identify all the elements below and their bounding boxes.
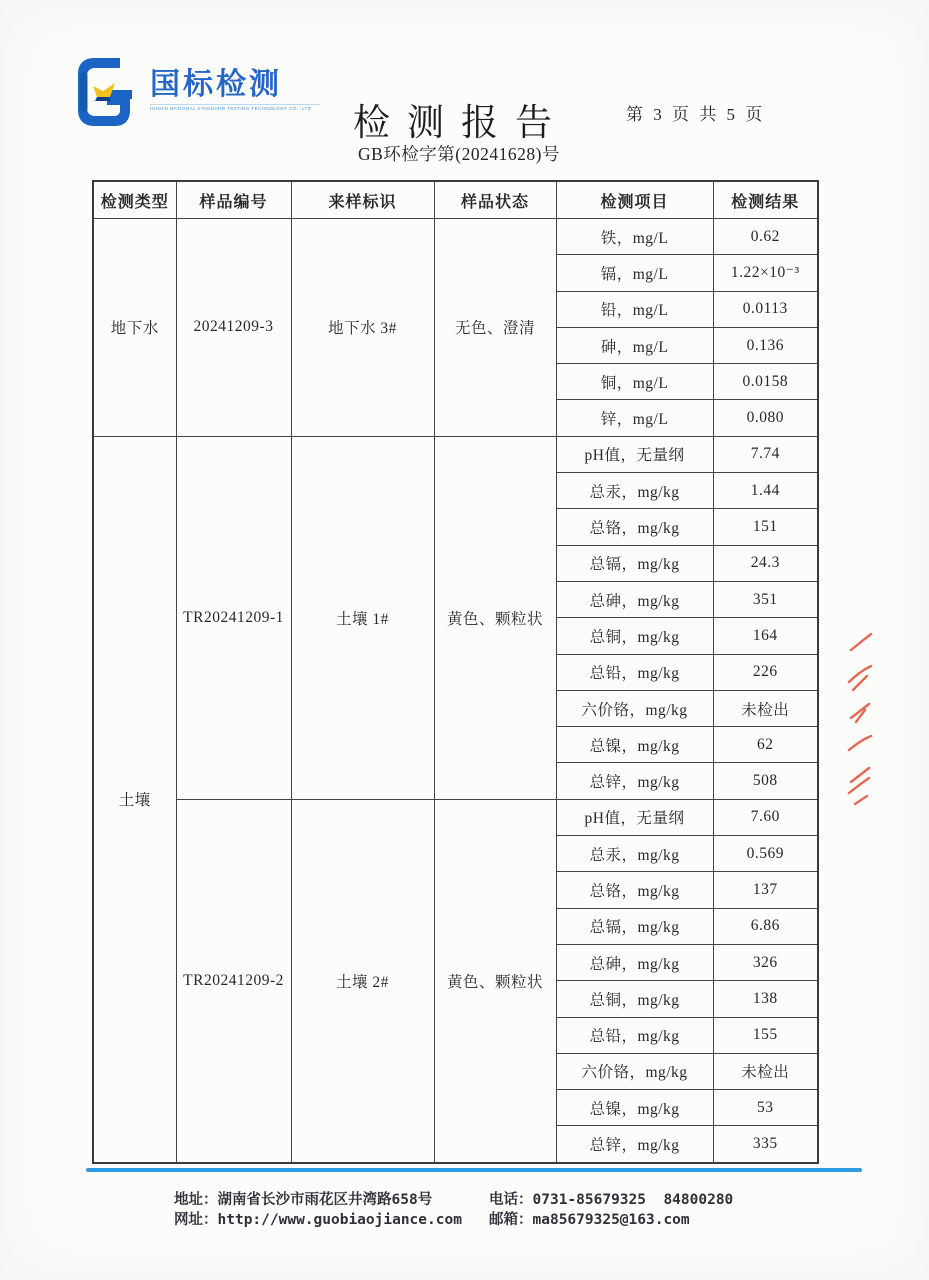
cell-test-result: 164 bbox=[713, 618, 818, 654]
cell-test-result: 226 bbox=[713, 654, 818, 690]
cell-test-result: 0.0158 bbox=[713, 364, 818, 400]
cell-test-result: 508 bbox=[713, 763, 818, 799]
cell-test-result: 0.136 bbox=[713, 327, 818, 363]
cell-test-item: 总铬，mg/kg bbox=[556, 509, 713, 545]
logo-text bbox=[150, 68, 320, 111]
cell-test-item: 锌，mg/L bbox=[556, 400, 713, 436]
table-body bbox=[93, 219, 818, 1163]
col-header-test-item: 检测项目 bbox=[556, 181, 713, 219]
cell-test-result: 138 bbox=[713, 981, 818, 1017]
cell-sample-number: 20241209-3 bbox=[176, 219, 291, 437]
logo-company-subtext: HUNAN NATIONAL STANDARD TESTING TECHNOLOGY CO., LTD bbox=[150, 104, 320, 111]
footer-divider bbox=[86, 1168, 862, 1172]
col-header-test-result: 检测结果 bbox=[713, 181, 818, 219]
table-row bbox=[93, 219, 818, 255]
col-header-sample-status: 样品状态 bbox=[434, 181, 556, 219]
cell-test-item: pH值，无量纲 bbox=[556, 799, 713, 835]
cell-test-item: 总砷，mg/kg bbox=[556, 581, 713, 617]
red-seal-fragment bbox=[841, 630, 877, 810]
cell-sample-id: 土壤 2# bbox=[291, 799, 434, 1162]
page-title: 检测报告 bbox=[353, 103, 569, 144]
cell-test-result: 1.44 bbox=[713, 473, 818, 509]
cell-test-result: 0.0113 bbox=[713, 291, 818, 327]
cell-test-item: 铅，mg/L bbox=[556, 291, 713, 327]
cell-sample-status: 无色、澄清 bbox=[434, 219, 556, 437]
footer-email: 邮箱：ma85679325@163.com bbox=[489, 1212, 690, 1228]
cell-test-result: 53 bbox=[713, 1090, 818, 1126]
cell-test-item: 总镉，mg/kg bbox=[556, 545, 713, 581]
cell-test-result: 62 bbox=[713, 727, 818, 763]
cell-test-type: 地下水 bbox=[93, 219, 176, 437]
cell-test-result: 未检出 bbox=[713, 1053, 818, 1089]
table-row bbox=[93, 436, 818, 472]
cell-sample-id: 地下水 3# bbox=[291, 219, 434, 437]
cell-test-item: 总铅，mg/kg bbox=[556, 1017, 713, 1053]
cell-test-result: 137 bbox=[713, 872, 818, 908]
cell-test-item: 总铜，mg/kg bbox=[556, 618, 713, 654]
cell-test-result: 未检出 bbox=[713, 690, 818, 726]
cell-test-item: pH值，无量纲 bbox=[556, 436, 713, 472]
cell-test-result: 7.74 bbox=[713, 436, 818, 472]
cell-test-result: 0.080 bbox=[713, 400, 818, 436]
cell-test-item: 总铜，mg/kg bbox=[556, 981, 713, 1017]
cell-sample-status: 黄色、颗粒状 bbox=[434, 799, 556, 1162]
footer-address: 地址：湖南省长沙市雨花区井湾路658号 bbox=[174, 1192, 433, 1208]
col-header-sample-number: 样品编号 bbox=[176, 181, 291, 219]
logo-g-icon bbox=[74, 54, 138, 130]
cell-test-result: 0.62 bbox=[713, 219, 818, 255]
cell-sample-number: TR20241209-1 bbox=[176, 436, 291, 799]
cell-test-result: 1.22×10⁻³ bbox=[713, 255, 818, 291]
cell-test-item: 六价铬，mg/kg bbox=[556, 1053, 713, 1089]
cell-test-item: 总铅，mg/kg bbox=[556, 654, 713, 690]
logo-company-name: 国标检测 bbox=[150, 68, 282, 101]
cell-test-item: 总铬，mg/kg bbox=[556, 872, 713, 908]
cell-sample-id: 土壤 1# bbox=[291, 436, 434, 799]
cell-test-item: 六价铬，mg/kg bbox=[556, 690, 713, 726]
cell-test-result: 151 bbox=[713, 509, 818, 545]
cell-test-result: 155 bbox=[713, 1017, 818, 1053]
cell-test-item: 总锌，mg/kg bbox=[556, 1126, 713, 1163]
cell-test-type: 土壤 bbox=[93, 436, 176, 1162]
company-logo bbox=[74, 54, 320, 130]
cell-test-item: 总镉，mg/kg bbox=[556, 908, 713, 944]
footer-phone: 电话：0731-85679325 84800280 bbox=[489, 1192, 734, 1208]
cell-test-result: 351 bbox=[713, 581, 818, 617]
cell-test-item: 砷，mg/L bbox=[556, 327, 713, 363]
cell-test-result: 0.569 bbox=[713, 836, 818, 872]
footer-website: 网址：http://www.guobiaojiance.com bbox=[174, 1212, 462, 1228]
table-header-row bbox=[93, 181, 818, 219]
cell-test-item: 总镍，mg/kg bbox=[556, 727, 713, 763]
cell-test-item: 总汞，mg/kg bbox=[556, 836, 713, 872]
cell-test-item: 总砷，mg/kg bbox=[556, 944, 713, 980]
cell-test-item: 镉，mg/L bbox=[556, 255, 713, 291]
cell-sample-number: TR20241209-2 bbox=[176, 799, 291, 1162]
cell-test-result: 6.86 bbox=[713, 908, 818, 944]
cell-test-item: 总锌，mg/kg bbox=[556, 763, 713, 799]
cell-sample-status: 黄色、颗粒状 bbox=[434, 436, 556, 799]
cell-test-item: 总汞，mg/kg bbox=[556, 473, 713, 509]
cell-test-item: 铜，mg/L bbox=[556, 364, 713, 400]
cell-test-result: 24.3 bbox=[713, 545, 818, 581]
cell-test-result: 326 bbox=[713, 944, 818, 980]
table-row bbox=[93, 799, 818, 835]
page-number: 第 3 页 共 5 页 bbox=[626, 105, 766, 124]
cell-test-item: 铁，mg/L bbox=[556, 219, 713, 255]
cell-test-item: 总镍，mg/kg bbox=[556, 1090, 713, 1126]
report-table bbox=[92, 180, 819, 1164]
report-number: GB环检字第(20241628)号 bbox=[358, 144, 560, 164]
col-header-test-type: 检测类型 bbox=[93, 181, 176, 219]
col-header-sample-id: 来样标识 bbox=[291, 181, 434, 219]
cell-test-result: 335 bbox=[713, 1126, 818, 1163]
cell-test-result: 7.60 bbox=[713, 799, 818, 835]
